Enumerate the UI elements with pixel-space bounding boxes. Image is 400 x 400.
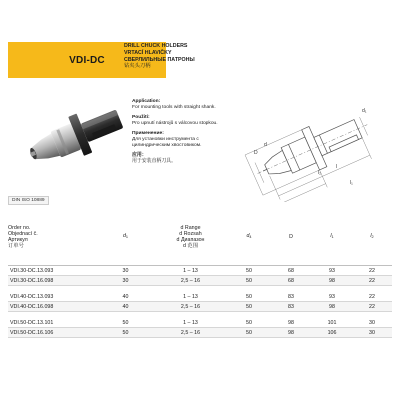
cell-l2: 22 (352, 302, 392, 312)
cell-code: VDI.40-DC.13.093 (8, 292, 98, 302)
application-heading-en: Application: (132, 99, 161, 104)
application-text-cn: 用于安装直柄刀具。 (132, 159, 177, 164)
cell-D: 98 (270, 318, 312, 328)
cell-l1: 101 (312, 318, 352, 328)
product-photo (24, 97, 130, 175)
header-order-cn: 订单号 (8, 243, 24, 250)
header-l1 (312, 209, 352, 266)
cell-D: 83 (270, 292, 312, 302)
cell-code: VDI.30-DC.16.098 (8, 276, 98, 286)
cell-l1: 93 (312, 266, 352, 276)
header-l1-symbol: l (330, 233, 332, 240)
header-range (153, 209, 228, 266)
table-header-row (8, 209, 392, 266)
table-row (8, 328, 392, 338)
dim-label-d1: d₁ (362, 108, 367, 114)
table-row (8, 292, 392, 302)
cell-D: 68 (270, 266, 312, 276)
header-d4-symbol: d (246, 233, 250, 240)
cell-l2: 30 (352, 318, 392, 328)
cell-d1: 50 (98, 328, 153, 338)
table-row (8, 276, 392, 286)
application-text-ru: Для установки инструмента с цилиндрическим хвостовиком. (132, 137, 202, 148)
cell-range: 2,5 – 16 (153, 276, 228, 286)
cell-d1: 40 (98, 302, 153, 312)
technical-drawing (244, 92, 390, 202)
header-d4 (228, 209, 270, 266)
application-heading-ru: Применение: (132, 131, 164, 136)
header-d1 (98, 209, 153, 266)
cell-D: 98 (270, 328, 312, 338)
cell-range: 1 – 13 (153, 292, 228, 302)
cell-range: 1 – 13 (153, 318, 228, 328)
cell-range: 1 – 13 (153, 266, 228, 276)
header-d1-sub: 1 (125, 235, 129, 240)
dim-label-l: l (336, 164, 338, 170)
cell-d1: 30 (98, 266, 153, 276)
application-text-en: For mounting tools with straight shank. (132, 105, 216, 110)
table-row (8, 266, 392, 276)
header-D-symbol: D (289, 233, 293, 240)
cell-D: 83 (270, 302, 312, 312)
heading-line-cz: VRTACÍ HLAVIČKY (124, 49, 172, 56)
cell-l1: 106 (312, 328, 352, 338)
header-range-en: d Range (180, 224, 201, 231)
cell-d4: 50 (228, 328, 270, 338)
cell-d4: 50 (228, 302, 270, 312)
header-l2 (352, 209, 392, 266)
heading-line-ru: СВЕРЛИЛЬНЫЕ ПАТРОНЫ (124, 56, 195, 63)
header-d1-symbol: d (122, 233, 126, 240)
cell-d4: 50 (228, 318, 270, 328)
header-D (270, 209, 312, 266)
header-order-no (8, 209, 98, 266)
table-row (8, 318, 392, 328)
cell-code: VDI.50-DC.16.106 (8, 328, 98, 338)
cell-range: 2,5 – 16 (153, 302, 228, 312)
standard-label: DIN ISO 10889 (8, 196, 49, 205)
application-heading-cn: 应用： (132, 153, 147, 158)
cell-range: 2,5 – 16 (153, 328, 228, 338)
product-table (8, 209, 392, 338)
dim-label-l2: l₂ (318, 170, 322, 176)
cell-l1: 98 (312, 302, 352, 312)
application-heading-cz: Použití: (132, 115, 150, 120)
cell-l2: 22 (352, 276, 392, 286)
header-range-cn: d 范围 (182, 243, 198, 250)
heading-line-en: DRILL CHUCK HOLDERS (124, 43, 188, 49)
cell-l2: 30 (352, 328, 392, 338)
product-headings (124, 43, 195, 70)
header-d4-sub: 4 (249, 235, 252, 240)
header-order-ru: Артикул (8, 237, 28, 243)
dim-label-D: D (254, 150, 258, 156)
header-l1-sub: 1 (331, 235, 334, 240)
cell-l2: 22 (352, 266, 392, 276)
cell-d1: 40 (98, 292, 153, 302)
dim-label-l1: l₁ (350, 180, 353, 186)
header-range-cz: d Rozsah (179, 230, 202, 237)
cell-code: VDI.40-DC.16.098 (8, 302, 98, 312)
cell-code: VDI.30-DC.13.093 (8, 266, 98, 276)
product-title: VDI-DC (69, 54, 105, 66)
cell-d4: 50 (228, 276, 270, 286)
header-l2-sub: 2 (371, 235, 374, 240)
cell-l1: 93 (312, 292, 352, 302)
cell-d1: 30 (98, 276, 153, 286)
cell-l1: 98 (312, 276, 352, 286)
header-l2-symbol: l (370, 233, 372, 240)
dim-label-d: d (264, 142, 267, 148)
header-range-ru: d Диапазон (176, 237, 205, 243)
header-order-en: Order no. (8, 224, 31, 231)
cell-d1: 50 (98, 318, 153, 328)
header-order-cz: Objednací č. (8, 230, 38, 237)
cell-l2: 22 (352, 292, 392, 302)
table-row (8, 302, 392, 312)
cell-code: VDI.50-DC.13.101 (8, 318, 98, 328)
cell-d4: 50 (228, 266, 270, 276)
cell-D: 68 (270, 276, 312, 286)
heading-line-cn: 钻夹头刀柄 (124, 63, 151, 70)
cell-d4: 50 (228, 292, 270, 302)
application-text-cz: Pro upnutí nástrojů s válcovou stopkou. (132, 121, 218, 126)
